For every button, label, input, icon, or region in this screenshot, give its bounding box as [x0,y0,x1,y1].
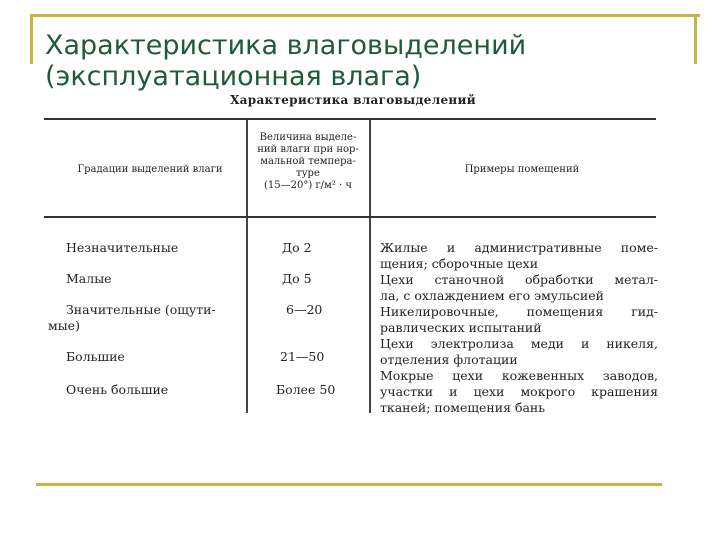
row-5-example-line: Мокрые цехи кожевенных заводов, [380,368,658,383]
row-2-example-line: Цехи станочной обработки метал- [380,272,658,287]
row-2-examples [380,272,658,304]
frame-top-border [30,14,700,17]
frame-bottom-border [36,483,662,486]
header-value-line: туре [296,168,320,179]
header-value [248,132,368,192]
row-3-example-line: Никелировочные, помещения гид- [380,304,658,319]
scanned-table [42,88,664,428]
row-3-examples [380,304,658,336]
row-4-gradation: Большие [66,349,125,364]
header-value-line: ний влаги при нор- [257,144,359,155]
slide-title-line-1: Характеристика влаговыделений [45,30,527,61]
row-5-gradation: Очень большие [66,382,169,397]
column-divider-2 [369,120,371,216]
header-value-line: (15—20°) г/м² · ч [264,180,352,191]
row-5-example-line: тканей; помещения бань [380,400,546,415]
column-divider-2-body [369,218,371,413]
header-value-line: Величина выделе- [259,132,357,143]
row-5-example-line: участки и цехи мокрого крашения [380,384,658,399]
row-4-example-line: Цехи электролиза меди и никеля, [380,336,658,351]
table-heading: Характеристика влаговыделений [230,93,476,107]
column-divider-1-body [246,218,248,413]
header-value-line: мальной темпера- [260,156,356,167]
slide-title-line-2: (эксплуатационная влага) [45,61,422,92]
frame-left-border [30,14,33,64]
row-3-gradation-line: Значительные (ощути- [66,302,216,317]
row-4-value: 21—50 [280,349,325,364]
table-header-rule [44,216,656,218]
row-1-example-line: щения; сборочные цехи [380,256,539,271]
row-1-gradation: Незначительные [66,240,179,255]
row-3-value: 6—20 [286,302,323,317]
row-5-examples [380,368,658,416]
row-1-example-line: Жилые и административные поме- [380,240,658,255]
row-3-example-line: равлических испытаний [380,320,542,335]
row-3-gradation [48,302,216,334]
row-2-value: До 5 [282,271,312,286]
row-1-examples [380,240,658,272]
row-2-gradation: Малые [66,271,112,286]
table-top-rule [44,118,656,120]
header-gradation: Градации выделений влаги [77,164,223,175]
row-5-value: Более 50 [276,382,336,397]
row-1-value: До 2 [282,240,312,255]
frame-right-border [694,14,697,64]
header-examples: Примеры помещений [464,164,580,175]
row-3-gradation-line: мые) [48,318,80,333]
slide-title [45,30,685,92]
row-2-example-line: ла, с охлаждением его эмульсией [380,288,604,303]
row-4-example-line: отделения флотации [380,352,518,367]
row-4-examples [380,336,658,368]
